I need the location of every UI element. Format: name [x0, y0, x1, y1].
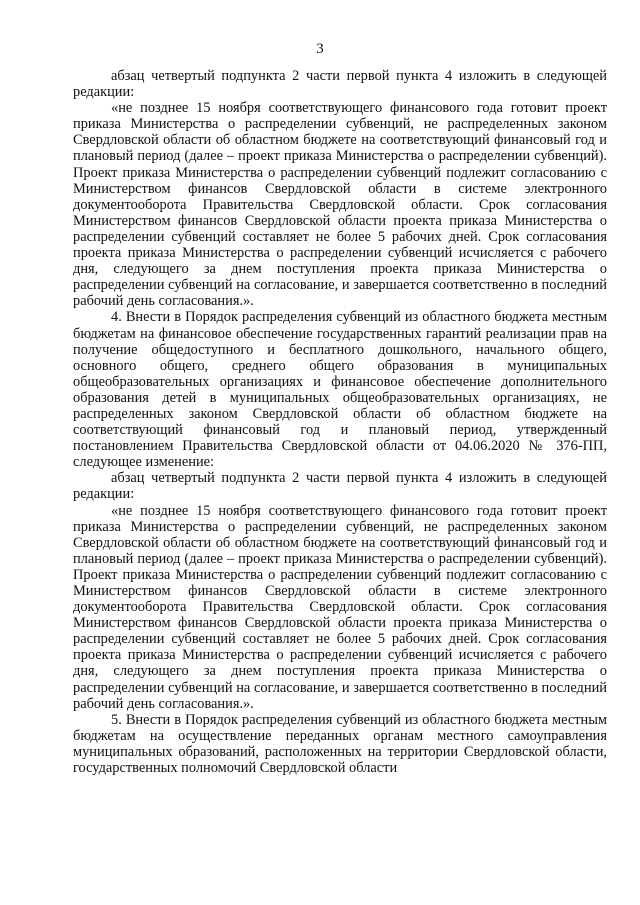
paragraph-amendment-intro-1: абзац четвертый подпункта 2 части первой пункта 4 изложить в следующей редакции: [73, 68, 607, 101]
paragraph-item-5: 5. Внести в Порядок распределения субвенций из областного бюджета местным бюджетам на осуществление переданных органам местного самоуправления муниципальных образований, расположенных на территории Свердловской области, государственных полномочий Свердловской области [73, 711, 607, 777]
paragraph-item-4: 4. Внести в Порядок распределения субвенций из областного бюджета местным бюджетам на финансовое обеспечение государственных гарантий реализации прав на получение общедоступного и бесплатного дошкольного, начального общего, основного общего, среднего общего образования в муниципальных общеобразовательных организациях и финансовое обеспечение дополнительного образования детей в муниципальных общеобразовательных организациях, не распределенных законом Свердловской области об областном бюджете на соответствующий финансовый год и плановый период, утвержденный постановлением Правительства Свердловской области от 04.06.2020 № 376-ПП, следующее изменение: [73, 309, 607, 471]
paragraph-amendment-text-1: «не позднее 15 ноября соответствующего финансового года готовит проект приказа Министерства о распределении субвенций, не распределенных законом Свердловской области об областном бюджете на соответствующий финансовый год и плановый период (далее – проект приказа Министерства о распределении субвенций). Проект приказа Министерства о распределении субвенций подлежит согласованию с Министерством финансов Свердловской области в системе электронного документооборота Правительства Свердловской области. Срок согласования Министерством финансов Свердловской области проекта приказа Министерства о распределении субвенций составляет не более 5 рабочих дней. Срок согласования проекта приказа Министерства о распределении субвенций исчисляется с рабочего дня, следующего за днем поступления проекта приказа Министерства о распределении субвенций на согласование, и завершается соответственно в последний рабочий день согласования.». [73, 100, 607, 310]
paragraph-amendment-intro-2: абзац четвертый подпункта 2 части первой пункта 4 изложить в следующей редакции: [73, 470, 607, 503]
document-body [73, 68, 607, 776]
page-number: 3 [316, 41, 324, 57]
paragraph-amendment-text-2: «не позднее 15 ноября соответствующего финансового года готовит проект приказа Министерства о распределении субвенций, не распределенных законом Свердловской области об областном бюджете на соответствующий финансовый год и плановый период (далее – проект приказа Министерства о распределении субвенций). Проект приказа Министерства о распределении субвенций подлежит согласованию с Министерством финансов Свердловской области в системе электронного документооборота Правительства Свердловской области. Срок согласования Министерством финансов Свердловской области проекта приказа Министерства о распределении субвенций составляет не более 5 рабочих дней. Срок согласования проекта приказа Министерства о распределении субвенций исчисляется с рабочего дня, следующего за днем поступления проекта приказа Министерства о распределении субвенций на согласование, и завершается соответственно в последний рабочий день согласования.». [73, 502, 607, 712]
